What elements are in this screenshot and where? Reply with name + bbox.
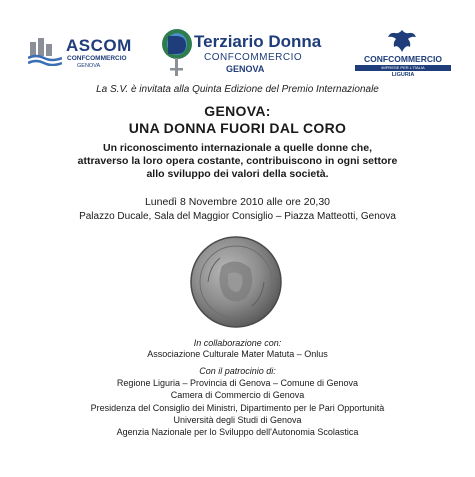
description-line: Un riconoscimento internazionale a quelle donne che, [103,142,372,154]
terziario-sub2: GENOVA [226,64,265,74]
event-venue: Palazzo Ducale, Sala del Maggior Consiglio – Piazza Matteotti, Genova [79,211,396,222]
description [0,142,475,181]
terziario-name: Terziario Donna [194,32,322,51]
collaboration-label: In collaborazione con: [193,338,282,348]
confliguria-name: CONFCOMMERCIO [364,54,442,64]
terziario-sub1: CONFCOMMERCIO [204,52,303,63]
terziario-emblem-icon [160,28,194,78]
collaboration-org: Associazione Culturale Mater Matuta – Onlus [147,349,328,359]
event-date: Lunedì 8 Novembre 2010 alle ore 20,30 [144,196,331,208]
ascom-sub1: CONFCOMMERCIO [67,55,127,62]
confliguria-bar: IMPRESE PER L'ITALIA [355,65,451,71]
ascom-sub2: GENOVA [77,63,101,69]
confcommercio-liguria-logo [353,28,453,78]
ascom-name: ASCOM [66,36,132,55]
patron-item: Regione Liguria – Provincia di Genova – Comune di Genova [116,378,359,388]
ascom-logo [28,34,138,70]
confliguria-sub: LIGURIA [391,72,415,78]
title-line-2: UNA DONNA FUORI DAL CORO [128,120,347,136]
patronage-list [0,377,475,438]
description-line: allo sviluppo dei valori della società. [146,168,329,180]
award-medal-icon [190,236,282,328]
ascom-emblem-icon [28,36,62,66]
patron-item: Presidenza del Consiglio dei Ministri, Dipartimento per le Pari Opportunità [90,402,385,413]
patron-item: Università degli Studi di Genova [173,414,302,425]
patronage-label: Con il patrocinio di: [199,366,276,376]
patron-item: Agenzia Nazionale per lo Sviluppo dell'Autonomia Scolastica [116,427,359,438]
title-line-1: GENOVA: [204,103,271,119]
patron-item: Camera di Commercio di Genova [170,390,305,401]
eagle-icon [387,28,417,54]
description-line: attraverso la loro opera costante, contribuiscono in ogni settore [77,155,398,167]
terziario-donna-logo [160,28,322,80]
invite-line: La S.V. è invitata alla Quinta Edizione del Premio Internazionale [96,84,379,95]
